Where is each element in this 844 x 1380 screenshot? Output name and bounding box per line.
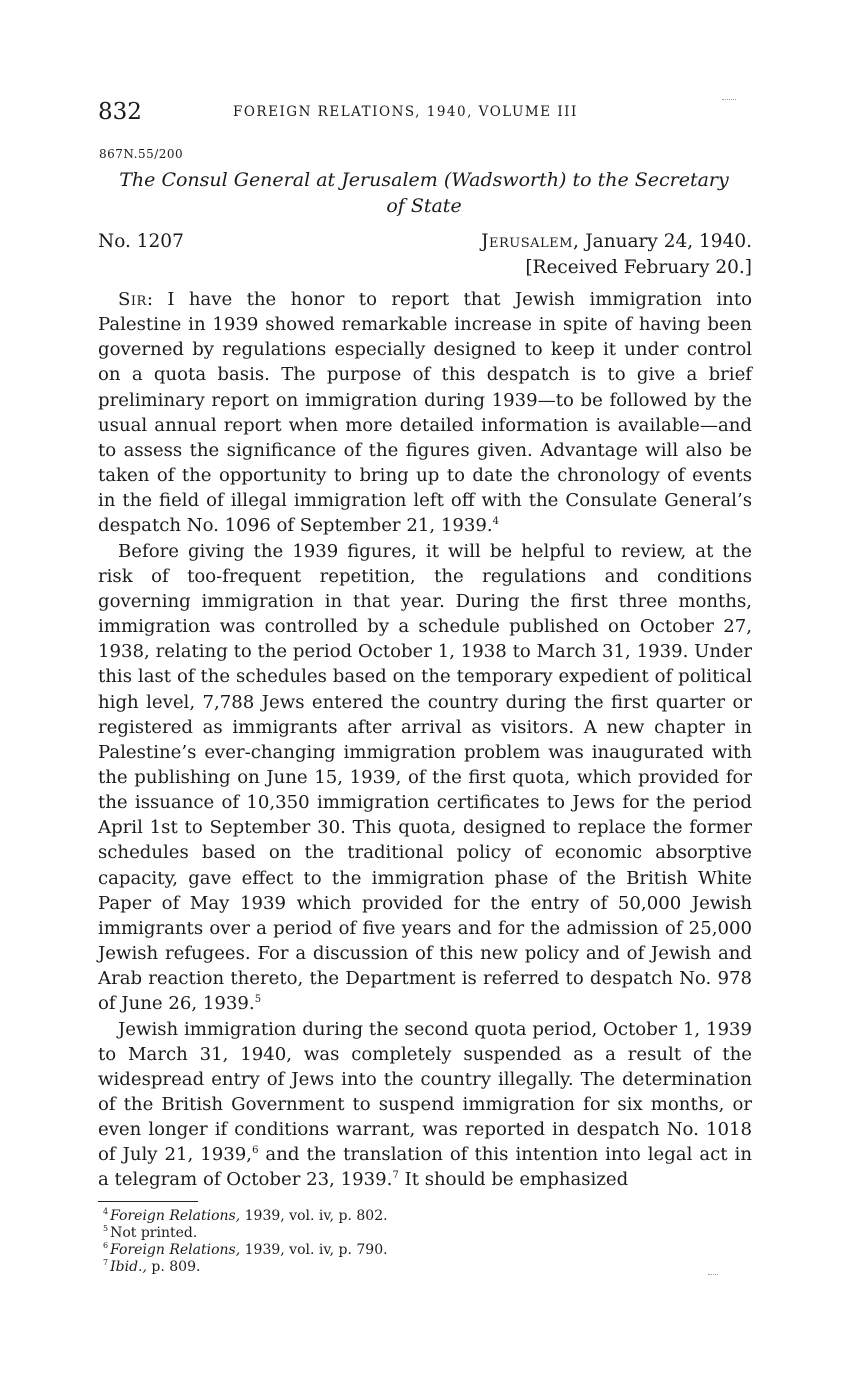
paragraph-1 (98, 287, 752, 539)
footnote-7 (103, 1259, 743, 1276)
footnote-number: 5 (103, 1224, 109, 1234)
footnote-text: 1939, vol. iv, p. 802. (240, 1208, 388, 1224)
paragraph-3-text-b: and the translation of this intention into legal act in a telegram of October 23, 1939. (98, 1144, 752, 1191)
footnote-ref-5[interactable]: 5 (254, 994, 262, 1006)
footnote-text: Not printed. (110, 1225, 198, 1241)
received-line (98, 257, 752, 283)
footnote-ref-4[interactable]: 4 (492, 516, 500, 528)
paragraph-3-text-a: Jewish immigration during the second quota period, October 1, 1939 to March 31, 1940, was completely suspended as a result of the widespread entry of Jews into the country illegally. The determination of the British Government to suspend immigration for six months, or even longer if conditions warrant, was reported in despatch No. 1018 of July 21, 1939, (98, 1018, 752, 1166)
footnote-number: 7 (103, 1258, 109, 1268)
footnote-rule (98, 1201, 198, 1202)
received-date: [Received February 20.] (525, 257, 752, 278)
page-number: 832 (98, 99, 142, 125)
footnote-4 (103, 1208, 743, 1225)
footnote-ref-7[interactable]: 7 (392, 1170, 399, 1182)
footnote-number: 4 (103, 1207, 109, 1217)
document-title-line-2: of State (386, 195, 462, 217)
footnote-source: Foreign Relations, (110, 1208, 241, 1224)
footnotes (103, 1208, 743, 1276)
footnote-source: Ibid., (110, 1259, 147, 1275)
body-text (98, 287, 752, 1193)
despatch-number: No. 1207 (98, 231, 184, 252)
footnote-5 (103, 1225, 743, 1242)
footnote-source: Foreign Relations, (110, 1242, 241, 1258)
date: January 24, 1940. (579, 231, 752, 252)
paragraph-2-text: Before giving the 1939 figures, it will be helpful to review, at the risk of too-frequent repetition, the regulations and conditions governing immigration in that year. During the first three months, immigration was controlled by a schedule published on October 27, 1938, relating to the period October 1, 1938 to March 31, 1939. Under this last of the schedules based on the temporary expedient of political high level, 7,788 Jews entered the country during the first quarter or registered as immigrants after arrival as visitors. A new chapter in Palestine’s ever-changing immigration problem was inaugurated with the publishing on June 15, 1939, of the first quota, which provided for the issuance of 10,350 immigration certificates to Jews for the period April 1st to September 30. This quota, designed to replace the former schedules based on the traditional policy of economic absorptive capacity, gave effect to the immigration phase of the British White Paper of May 1939 which provided for the entry of 50,000 Jewish immigrants over a period of five years and for the admission of 25,000 Jewish refugees. For a discussion of this new policy and of Jewish and Arab reaction thereto, the Department is referred to despatch No. 978 of June 26, 1939. (98, 540, 752, 1015)
dateline (98, 231, 752, 257)
paragraph-3 (98, 1017, 752, 1193)
scan-mark (708, 1274, 718, 1275)
paragraph-1-text: : I have the honor to report that Jewish immigration into Palestine in 1939 showed remarkable increase in spite of having been governed by regulations especially designed to keep it under control on a quota basis. The purpose of this despatch is to give a brief preliminary report on immigration during 1939—to be followed by the usual annual report when more detailed information is available—and to assess the significance of the figures given. Advantage will also be taken of the opportunity to bring up to date the chronology of events in the field of illegal immigration left off with the Consulate General’s despatch No. 1096 of September 21, 1939. (98, 289, 752, 537)
salutation: Sir (118, 289, 147, 310)
paragraph-3-text-c: It should be emphasized (398, 1169, 629, 1191)
document-title (98, 167, 750, 219)
running-title: FOREIGN RELATIONS, 1940, VOLUME III (233, 104, 578, 120)
document-title-line-1: The Consul General at Jerusalem (Wadsworth) to the Secretary (119, 169, 729, 191)
footnote-ref-6[interactable]: 6 (252, 1145, 259, 1157)
paragraph-2 (98, 539, 752, 1017)
page-header (98, 99, 748, 129)
footnote-text: p. 809. (146, 1259, 201, 1275)
scan-mark (722, 99, 736, 100)
place: Jerusalem, (481, 231, 580, 252)
footnote-text: 1939, vol. iv, p. 790. (240, 1242, 388, 1258)
footnote-6 (103, 1242, 743, 1259)
file-number: 867N.55/200 (99, 147, 184, 161)
footnote-number: 6 (103, 1241, 109, 1251)
place-date (481, 231, 752, 252)
